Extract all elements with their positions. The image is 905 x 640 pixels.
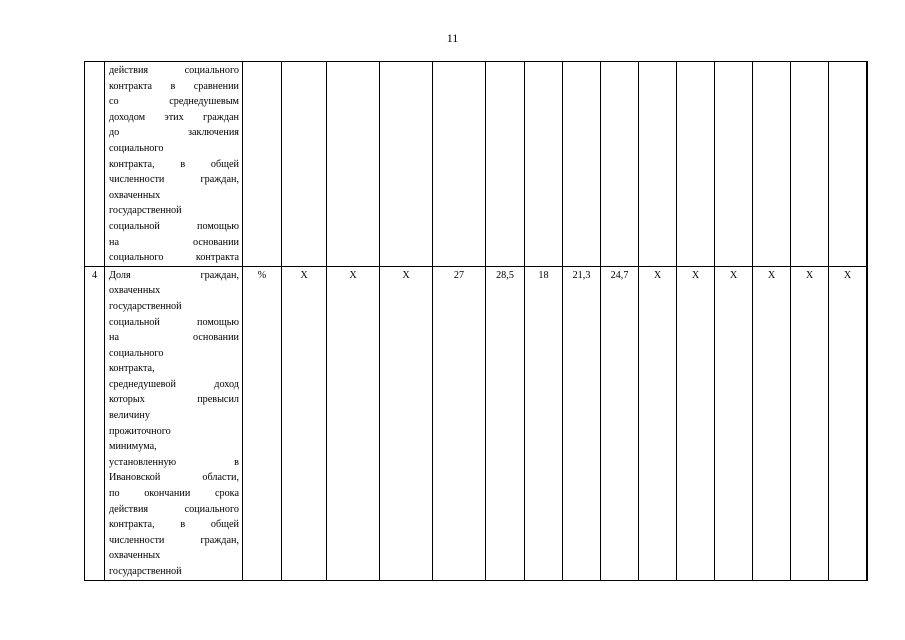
- description-line: установленную в: [109, 456, 239, 468]
- value-cell: [829, 62, 867, 267]
- value-cell: [282, 62, 327, 267]
- description-line: контракта, в общей: [109, 519, 239, 531]
- value-cell: X: [753, 266, 791, 580]
- unit-cell: [243, 62, 282, 267]
- description-line: социального: [109, 142, 164, 154]
- value-cell: X: [677, 266, 715, 580]
- description-line: контракта в сравнении: [109, 80, 239, 92]
- value-cell: [327, 62, 380, 267]
- description-line: охваченных: [109, 285, 161, 297]
- value-cell: 28,5: [486, 266, 525, 580]
- value-cell: 21,3: [563, 266, 601, 580]
- description-line: государственной: [109, 205, 182, 217]
- value-cell: [639, 62, 677, 267]
- table-row: [84, 62, 868, 267]
- description-line: социальной помощью: [109, 316, 239, 328]
- value-cell: X: [327, 266, 380, 580]
- description-line: величину: [109, 410, 150, 422]
- description-line: Доля граждан,: [109, 269, 239, 281]
- value-cell: 18: [525, 266, 563, 580]
- description-line: среднедушевой доход: [109, 378, 239, 390]
- description-line: социального: [109, 347, 164, 359]
- description-line: действия социального: [109, 65, 239, 76]
- description-line: Ивановской области,: [109, 472, 239, 484]
- value-cell: 27: [433, 266, 486, 580]
- unit-cell: %: [243, 266, 282, 580]
- value-cell: [867, 62, 868, 267]
- description-line: социального контракта: [109, 252, 239, 264]
- description-line: минимума,: [109, 441, 157, 453]
- description-line: численности граждан,: [109, 174, 239, 186]
- description-line: охваченных: [109, 189, 161, 201]
- value-cell: [677, 62, 715, 267]
- row-number-cell: [85, 62, 105, 267]
- value-cell: X: [715, 266, 753, 580]
- row-number-cell: 4: [85, 266, 105, 580]
- value-cell: [486, 62, 525, 267]
- description-line: действия социального: [109, 503, 239, 515]
- value-cell: X: [380, 266, 433, 580]
- value-cell: [715, 62, 753, 267]
- description-line: со среднедушевым: [109, 96, 239, 108]
- description-line: которых превысил: [109, 394, 239, 406]
- indicator-table: [84, 61, 868, 581]
- value-cell: [563, 62, 601, 267]
- description-line: охваченных: [109, 550, 161, 562]
- description-line: контракта, в общей: [109, 158, 239, 170]
- value-cell: [601, 62, 639, 267]
- description-line: по окончании срока: [109, 488, 239, 500]
- indicator-description-cell: [105, 62, 243, 267]
- table-row: [84, 266, 868, 580]
- description-line: на основании: [109, 332, 239, 344]
- description-line: контракта,: [109, 363, 155, 375]
- value-cell: 24,7: [601, 266, 639, 580]
- value-cell: [380, 62, 433, 267]
- description-line: государственной: [109, 300, 182, 312]
- value-cell: X: [639, 266, 677, 580]
- value-cell: [867, 266, 868, 580]
- value-cell: [791, 62, 829, 267]
- description-line: численности граждан,: [109, 534, 239, 546]
- description-line: прожиточного: [109, 425, 171, 437]
- value-cell: [753, 62, 791, 267]
- value-cell: [525, 62, 563, 267]
- value-cell: [433, 62, 486, 267]
- page-number: 11: [446, 31, 459, 45]
- description-line: государственной: [109, 566, 182, 577]
- description-line: доходом этих граждан: [109, 111, 239, 123]
- indicator-description-cell: [105, 266, 243, 580]
- value-cell: X: [829, 266, 867, 580]
- value-cell: X: [282, 266, 327, 580]
- value-cell: X: [791, 266, 829, 580]
- description-line: до заключения: [109, 127, 239, 139]
- description-line: социальной помощью: [109, 220, 239, 232]
- description-line: на основании: [109, 236, 239, 248]
